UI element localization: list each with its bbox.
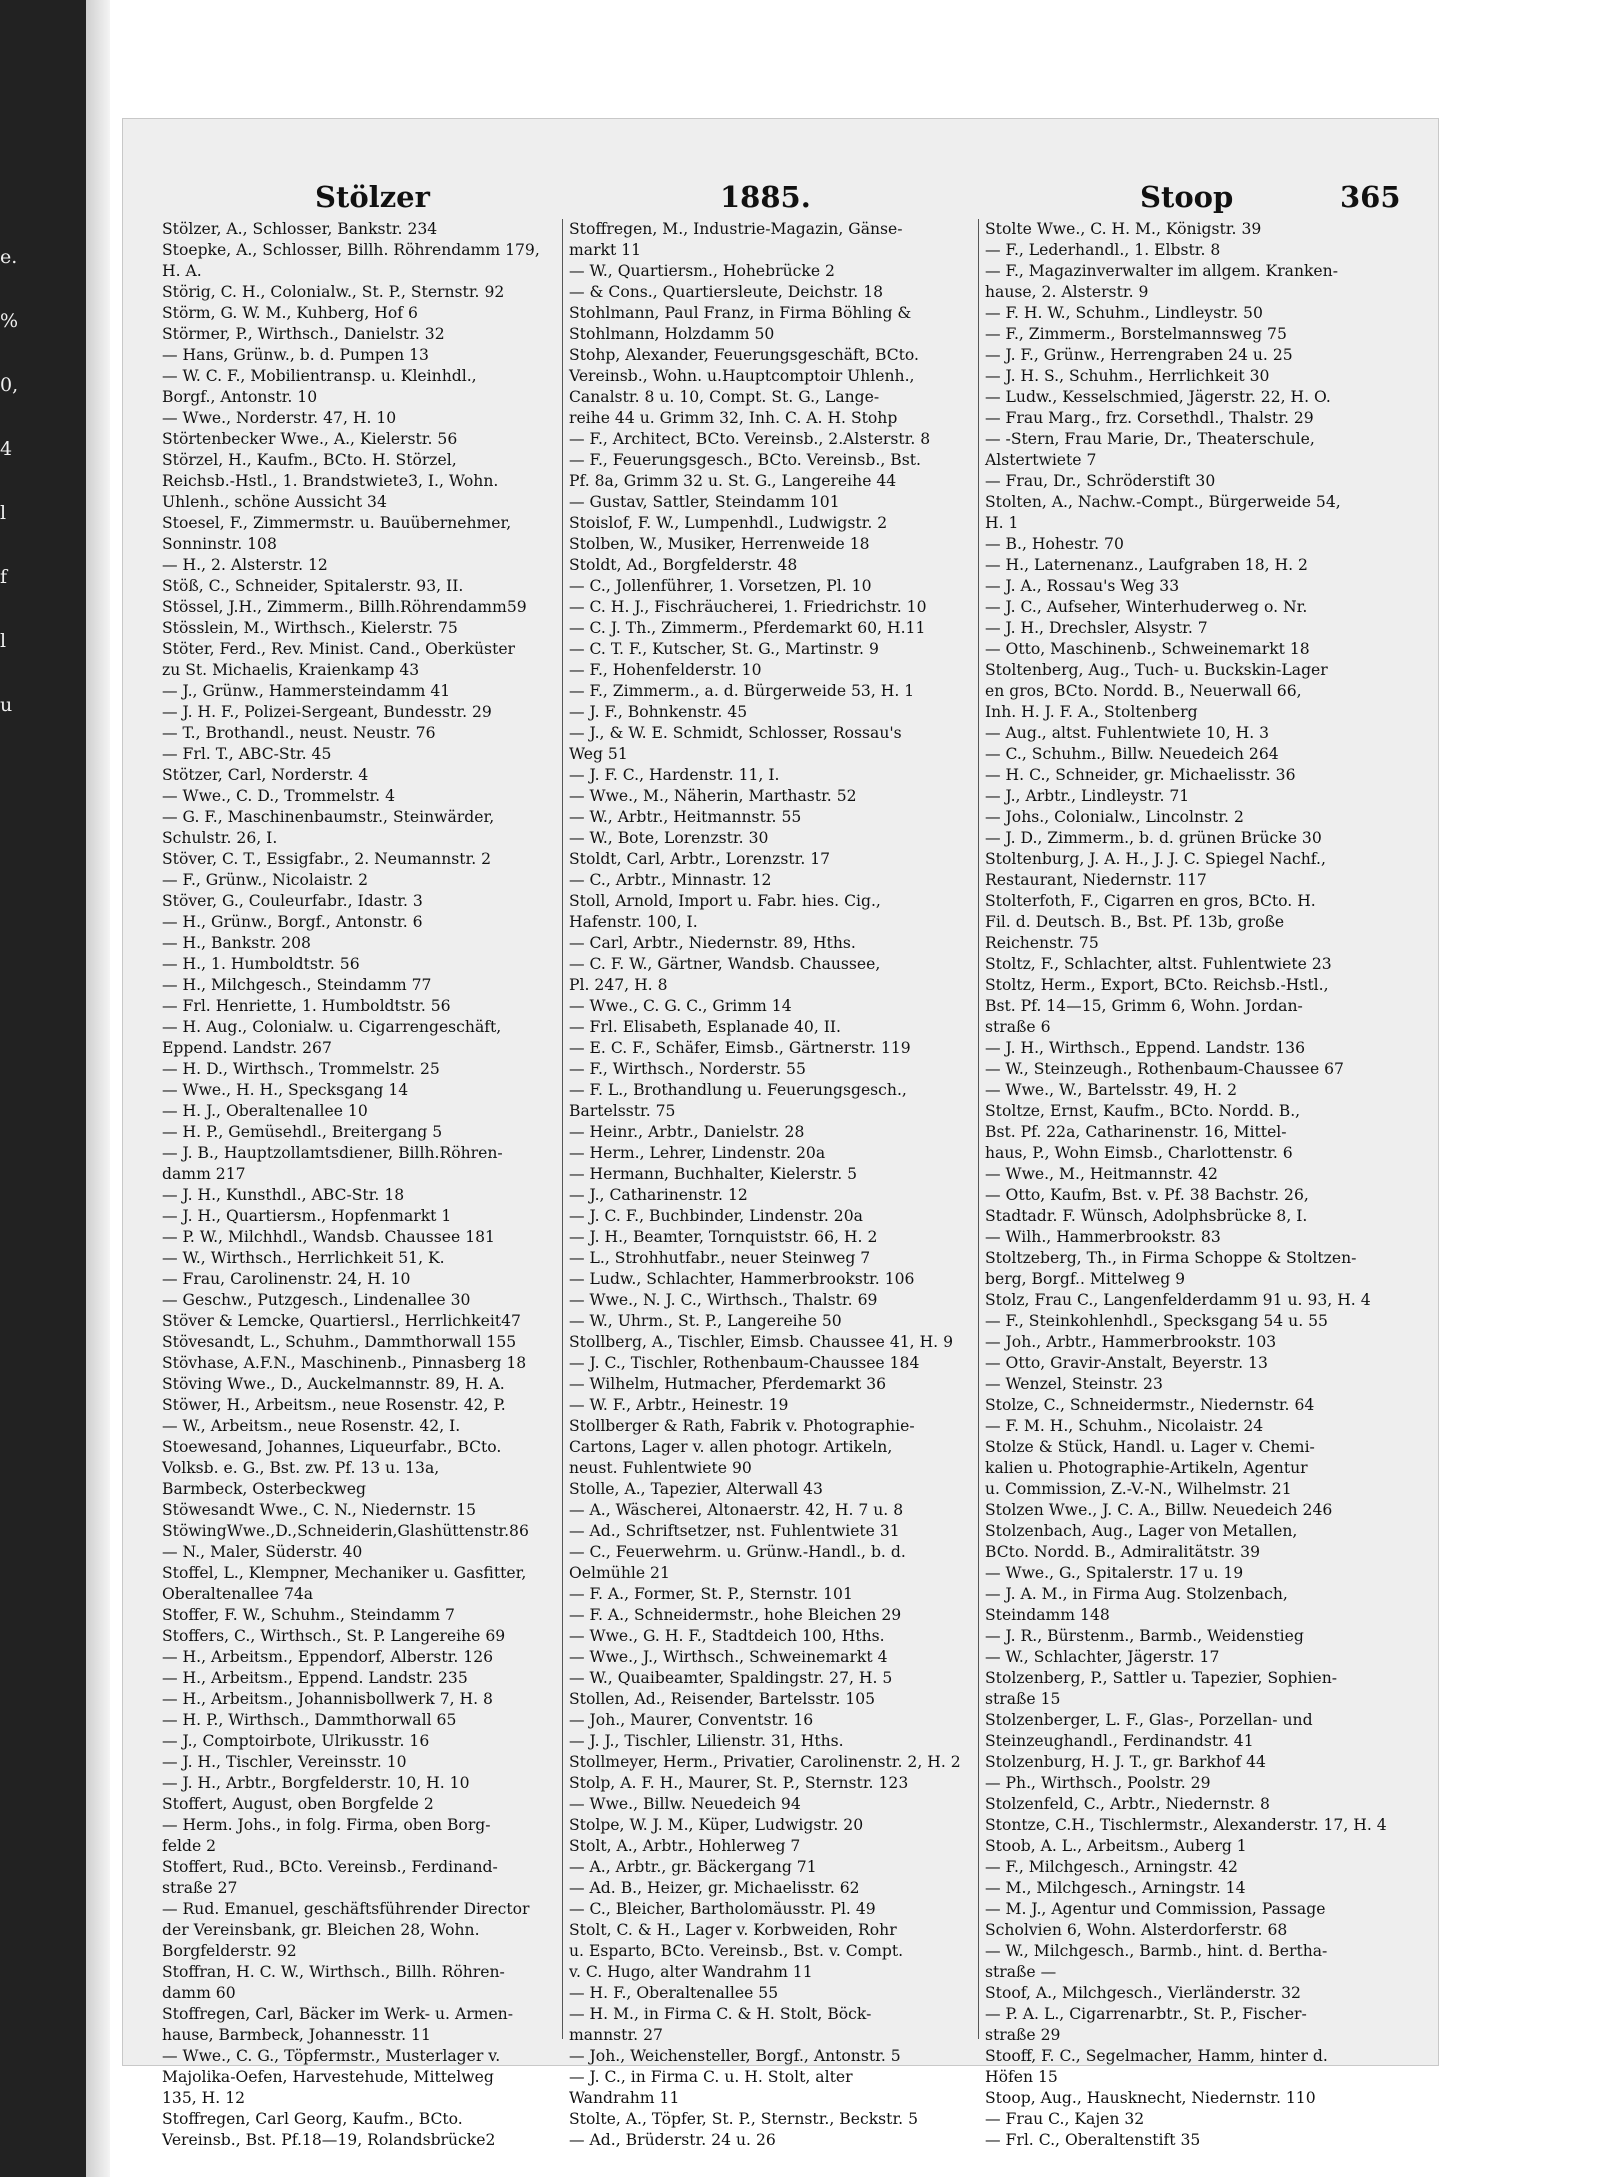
directory-entry-line: Stoltze, Ernst, Kaufm., BCto. Nordd. B., — [985, 1102, 1301, 1120]
directory-entry-line: — J. A., Rossau's Weg 33 — [985, 577, 1180, 595]
directory-entry-line: Stoffer, F. W., Schuhm., Steindamm 7 — [162, 1606, 455, 1624]
directory-entry-line: — F., Grünw., Nicolaistr. 2 — [162, 871, 369, 889]
directory-entry-line: — Otto, Kaufm, Bst. v. Pf. 38 Bachstr. 26, — [985, 1186, 1309, 1204]
directory-entry-line: Vereinsb., Bst. Pf.18—19, Rolandsbrücke2 — [162, 2131, 496, 2149]
directory-entry-line: — J. H., Arbtr., Borgfelderstr. 10, H. 10 — [162, 1774, 470, 1792]
header-left-guideword: Stölzer — [315, 180, 430, 214]
directory-entry-line: — J. H., Drechsler, Alsystr. 7 — [985, 619, 1208, 637]
directory-entry-line: — W., Quartiersm., Hohebrücke 2 — [569, 262, 835, 280]
directory-entry-line: Stolzenberger, L. F., Glas-, Porzellan- und — [985, 1711, 1313, 1729]
directory-entry-line: BCto. Nordd. B., Admiralitätstr. 39 — [985, 1543, 1261, 1561]
directory-entry-line: — J., Arbtr., Lindleystr. 71 — [985, 787, 1190, 805]
directory-entry-line: — A., Wäscherei, Altonaerstr. 42, H. 7 u. 8 — [569, 1501, 904, 1519]
directory-entry-line: — Wwe., M., Heitmannstr. 42 — [985, 1165, 1218, 1183]
directory-entry-line: — Frl. C., Oberaltenstift 35 — [985, 2131, 1201, 2149]
directory-entry-line: Stöver, G., Couleurfabr., Idastr. 3 — [162, 892, 423, 910]
directory-entry-line: Oberaltenallee 74a — [162, 1585, 314, 1603]
spine-fragment: 4 — [0, 438, 13, 460]
directory-entry-line: — J. H. F., Polizei-Sergeant, Bundesstr. 29 — [162, 703, 492, 721]
header-year: 1885. — [720, 180, 811, 214]
directory-entry-line: — Wwe., G. H. F., Stadtdeich 100, Hths. — [569, 1627, 885, 1645]
directory-entry-line: — Wwe., J., Wirthsch., Schweinemarkt 4 — [569, 1648, 888, 1666]
directory-entry-line: Stössel, J.H., Zimmerm., Billh.Röhrendamm59 — [162, 598, 527, 616]
directory-entry-line: Hafenstr. 100, I. — [569, 913, 698, 931]
directory-entry-line: Stollberg, A., Tischler, Eimsb. Chaussee 41, H. 9 — [569, 1333, 954, 1351]
directory-entry-line: Stohp, Alexander, Feuerungsgeschäft, BCto. — [569, 346, 919, 364]
directory-entry-line: Störig, C. H., Colonialw., St. P., Sternstr. 92 — [162, 283, 505, 301]
directory-entry-line: — W., Bote, Lorenzstr. 30 — [569, 829, 769, 847]
directory-entry-line: Stoltz, Herm., Export, BCto. Reichsb.-Hstl., — [985, 976, 1329, 994]
directory-entry-line: — H., Grünw., Borgf., Antonstr. 6 — [162, 913, 423, 931]
directory-entry-line: — Aug., altst. Fuhlentwiete 10, H. 3 — [985, 724, 1270, 742]
directory-entry-line: — J. A. M., in Firma Aug. Stolzenbach, — [985, 1585, 1288, 1603]
directory-entry-line: Canalstr. 8 u. 10, Compt. St. G., Lange- — [569, 388, 880, 406]
directory-entry-line: Stohlmann, Holzdamm 50 — [569, 325, 775, 343]
directory-entry-line: — J. H., Tischler, Vereinsstr. 10 — [162, 1753, 407, 1771]
directory-entry-line: 135, H. 12 — [162, 2089, 246, 2107]
spine-fragment: u — [0, 694, 13, 716]
directory-entry-line: — H. P., Wirthsch., Dammthorwall 65 — [162, 1711, 457, 1729]
directory-entry-line: — H., Bankstr. 208 — [162, 934, 311, 952]
directory-entry-line: — Otto, Maschinenb., Schweinemarkt 18 — [985, 640, 1310, 658]
directory-entry-line: Alstertwiete 7 — [985, 451, 1097, 469]
directory-entry-line: Stolten, A., Nachw.-Compt., Bürgerweide 54, — [985, 493, 1341, 511]
directory-entry-line: Stoewesand, Johannes, Liqueurfabr., BCto. — [162, 1438, 502, 1456]
directory-entry-line: — Ludw., Kesselschmied, Jägerstr. 22, H. O. — [985, 388, 1331, 406]
directory-entry-line: — J. C., in Firma C. u. H. Stolt, alter — [569, 2068, 853, 2086]
directory-entry-line: Stösslein, M., Wirthsch., Kielerstr. 75 — [162, 619, 458, 637]
directory-entry-line: — W., Uhrm., St. P., Langereihe 50 — [569, 1312, 842, 1330]
directory-entry-line: — J. J., Tischler, Lilienstr. 31, Hths. — [569, 1732, 844, 1750]
directory-entry-line: — T., Brothandl., neust. Neustr. 76 — [162, 724, 436, 742]
directory-entry-line: — Hermann, Buchhalter, Kielerstr. 5 — [569, 1165, 858, 1183]
directory-entry-line: — J., & W. E. Schmidt, Schlosser, Rossau's — [569, 724, 902, 742]
directory-entry-line: Stolt, C. & H., Lager v. Korbweiden, Rohr — [569, 1921, 897, 1939]
directory-entry-line: Stötzer, Carl, Norderstr. 4 — [162, 766, 369, 784]
directory-entry-line: — Wenzel, Steinstr. 23 — [985, 1375, 1163, 1393]
directory-entry-line: Stöwesandt Wwe., C. N., Niedernstr. 15 — [162, 1501, 477, 1519]
directory-entry-line: reihe 44 u. Grimm 32, Inh. C. A. H. Stohp — [569, 409, 898, 427]
directory-entry-line: — C., Feuerwehrm. u. Grünw.-Handl., b. d. — [569, 1543, 906, 1561]
directory-entry-line: Höfen 15 — [985, 2068, 1058, 2086]
directory-entry-line: — H. F., Oberaltenallee 55 — [569, 1984, 779, 2002]
directory-entry-line: Stoffregen, Carl Georg, Kaufm., BCto. — [162, 2110, 463, 2128]
directory-entry-line: — -Stern, Frau Marie, Dr., Theaterschule, — [985, 430, 1315, 448]
directory-entry-line: — Frl. Henriette, 1. Humboldtstr. 56 — [162, 997, 451, 1015]
directory-entry-line: u. Commission, Z.-V.-N., Wilhelmstr. 21 — [985, 1480, 1292, 1498]
directory-entry-line: en gros, BCto. Nordd. B., Neuerwall 66, — [985, 682, 1302, 700]
directory-entry-line: u. Esparto, BCto. Vereinsb., Bst. v. Compt. — [569, 1942, 904, 1960]
directory-entry-line: — Rud. Emanuel, geschäftsführender Director — [162, 1900, 530, 1918]
directory-entry-line: — Frau Marg., frz. Corsethdl., Thalstr. 29 — [985, 409, 1314, 427]
directory-entry-line: — Frl. Elisabeth, Esplanade 40, II. — [569, 1018, 842, 1036]
spine-fragment: l — [0, 502, 7, 524]
directory-entry-line: Cartons, Lager v. allen photogr. Artikeln, — [569, 1438, 893, 1456]
directory-entry-line: Stoltz, F., Schlachter, altst. Fuhlentwiete 23 — [985, 955, 1332, 973]
directory-entry-line: — Ad., Schriftsetzer, nst. Fuhlentwiete 31 — [569, 1522, 900, 1540]
directory-entry-line: — F. A., Schneidermstr., hohe Bleichen 29 — [569, 1606, 902, 1624]
directory-entry-line: Oelmühle 21 — [569, 1564, 670, 1582]
directory-entry-line: — J. H., Beamter, Tornquiststr. 66, H. 2 — [569, 1228, 878, 1246]
directory-entry-line: — Wwe., Norderstr. 47, H. 10 — [162, 409, 397, 427]
directory-entry-line: Reichenstr. 75 — [985, 934, 1099, 952]
directory-entry-line: Sonninstr. 108 — [162, 535, 277, 553]
spine-text-fragments — [0, 225, 24, 737]
directory-entry-line: Stoffregen, M., Industrie-Magazin, Gänse- — [569, 220, 903, 238]
column-middle — [569, 219, 973, 2149]
directory-entry-line: — J. C., Aufseher, Winterhuderweg o. Nr. — [985, 598, 1308, 616]
directory-entry-line: Stolze & Stück, Handl. u. Lager v. Chemi- — [985, 1438, 1315, 1456]
directory-entry-line: — J. H. S., Schuhm., Herrlichkeit 30 — [985, 367, 1270, 385]
directory-entry-line: Stoffert, Rud., BCto. Vereinsb., Ferdinand- — [162, 1858, 498, 1876]
directory-entry-line: — F., Zimmerm., Borstelmannsweg 75 — [985, 325, 1287, 343]
directory-entry-line: Stolben, W., Musiker, Herrenweide 18 — [569, 535, 870, 553]
directory-entry-line: Stövesandt, L., Schuhm., Dammthorwall 155 — [162, 1333, 517, 1351]
directory-entry-line: straße 15 — [985, 1690, 1061, 1708]
directory-entry-line: Stoffel, L., Klempner, Mechaniker u. Gasfitter, — [162, 1564, 527, 1582]
header-right-guideword: Stoop — [1140, 180, 1234, 214]
directory-entry-line: — M. J., Agentur und Commission, Passage — [985, 1900, 1326, 1918]
directory-entry-line: Uhlenh., schöne Aussicht 34 — [162, 493, 387, 511]
column-divider — [978, 219, 979, 2039]
directory-entry-line: — Wwe., W., Bartelsstr. 49, H. 2 — [985, 1081, 1238, 1099]
directory-entry-line: — Joh., Weichensteller, Borgf., Antonstr. 5 — [569, 2047, 901, 2065]
directory-entry-line: Stoltzeberg, Th., in Firma Schoppe & Stoltzen- — [985, 1249, 1357, 1267]
directory-entry-line: — Frau C., Kajen 32 — [985, 2110, 1145, 2128]
directory-entry-line: — C. J. Th., Zimmerm., Pferdemarkt 60, H.11 — [569, 619, 926, 637]
directory-entry-line: — F. L., Brothandlung u. Feuerungsgesch., — [569, 1081, 907, 1099]
directory-entry-line: — W. F., Arbtr., Heinestr. 19 — [569, 1396, 789, 1414]
directory-entry-line: Stoof, A., Milchgesch., Vierländerstr. 32 — [985, 1984, 1301, 2002]
column-divider — [562, 219, 563, 2039]
directory-entry-line: — F. M. H., Schuhm., Nicolaistr. 24 — [985, 1417, 1264, 1435]
directory-entry-line: Stoffert, August, oben Borgfelde 2 — [162, 1795, 434, 1813]
directory-entry-line: Stoffregen, Carl, Bäcker im Werk- u. Armen- — [162, 2005, 513, 2023]
directory-entry-line: Stolzenfeld, C., Arbtr., Niedernstr. 8 — [985, 1795, 1270, 1813]
directory-entry-line: — Ad. B., Heizer, gr. Michaelisstr. 62 — [569, 1879, 860, 1897]
directory-entry-line: — Ludw., Schlachter, Hammerbrookstr. 106 — [569, 1270, 915, 1288]
page-number: 365 — [1340, 180, 1401, 214]
directory-entry-line: Stolle, A., Tapezier, Alterwall 43 — [569, 1480, 823, 1498]
directory-entry-line: — L., Strohhutfabr., neuer Steinweg 7 — [569, 1249, 871, 1267]
directory-entry-line: — C. T. F., Kutscher, St. G., Martinstr. 9 — [569, 640, 879, 658]
directory-entry-line: — H., Arbeitsm., Eppendorf, Alberstr. 126 — [162, 1648, 494, 1666]
directory-entry-line: straße 27 — [162, 1879, 238, 1897]
directory-entry-line: Weg 51 — [569, 745, 628, 763]
directory-entry-line: Restaurant, Niedernstr. 117 — [985, 871, 1207, 889]
directory-entry-line: Störmer, P., Wirthsch., Danielstr. 32 — [162, 325, 445, 343]
directory-entry-line: — J. B., Hauptzollamtsdiener, Billh.Röhren- — [162, 1144, 503, 1162]
directory-entry-line: — P. W., Milchhdl., Wandsb. Chaussee 181 — [162, 1228, 495, 1246]
directory-entry-line: Störzel, H., Kaufm., BCto. H. Störzel, — [162, 451, 457, 469]
directory-entry-line: Stolpe, W. J. M., Küper, Ludwigstr. 20 — [569, 1816, 864, 1834]
directory-entry-line: Stollmeyer, Herm., Privatier, Carolinenstr. 2, H. 2 — [569, 1753, 961, 1771]
directory-entry-line: der Vereinsbank, gr. Bleichen 28, Wohn. — [162, 1921, 480, 1939]
directory-entry-line: Stoffers, C., Wirthsch., St. P. Langereihe 69 — [162, 1627, 506, 1645]
directory-entry-line: Stooff, F. C., Segelmacher, Hamm, hinter d. — [985, 2047, 1328, 2065]
directory-entry-line: Stolzenberg, P., Sattler u. Tapezier, Sophien- — [985, 1669, 1338, 1687]
directory-entry-line: Stolzenburg, H. J. T., gr. Barkhof 44 — [985, 1753, 1266, 1771]
directory-entry-line: Fil. d. Deutsch. B., Bst. Pf. 13b, große — [985, 913, 1285, 931]
directory-entry-line: — J. F., Grünw., Herrengraben 24 u. 25 — [985, 346, 1293, 364]
directory-entry-line: Stoldt, Carl, Arbtr., Lorenzstr. 17 — [569, 850, 831, 868]
directory-entry-line: — H. C., Schneider, gr. Michaelisstr. 36 — [985, 766, 1296, 784]
directory-entry-line: — W., Milchgesch., Barmb., hint. d. Bertha- — [985, 1942, 1328, 1960]
directory-entry-line: felde 2 — [162, 1837, 217, 1855]
directory-entry-line: — F., Steinkohlenhdl., Specksgang 54 u. 55 — [985, 1312, 1328, 1330]
directory-entry-line: — Heinr., Arbtr., Danielstr. 28 — [569, 1123, 805, 1141]
directory-entry-line: straße — — [985, 1963, 1057, 1981]
directory-entry-line: — Wwe., M., Näherin, Marthastr. 52 — [569, 787, 857, 805]
directory-entry-line: Barmbeck, Osterbeckweg — [162, 1480, 366, 1498]
directory-entry-line: — F., Feuerungsgesch., BCto. Vereinsb., Bst. — [569, 451, 921, 469]
directory-entry-line: Stöver, C. T., Essigfabr., 2. Neumannstr. 2 — [162, 850, 492, 868]
directory-entry-line: Borgf., Antonstr. 10 — [162, 388, 318, 406]
directory-entry-line: — Wilhelm, Hutmacher, Pferdemarkt 36 — [569, 1375, 887, 1393]
directory-entry-line: — F., Wirthsch., Norderstr. 55 — [569, 1060, 806, 1078]
directory-entry-line: straße 29 — [985, 2026, 1061, 2044]
directory-entry-line: — Wwe., C. G. C., Grimm 14 — [569, 997, 792, 1015]
directory-entry-line: damm 60 — [162, 1984, 236, 2002]
directory-entry-line: — J., Grünw., Hammersteindamm 41 — [162, 682, 451, 700]
directory-entry-line: — F. H. W., Schuhm., Lindleystr. 50 — [985, 304, 1263, 322]
directory-entry-line: — F., Magazinverwalter im allgem. Kranken- — [985, 262, 1338, 280]
directory-entry-line: Stölzer, A., Schlosser, Bankstr. 234 — [162, 220, 438, 238]
directory-entry-line: — H. M., in Firma C. & H. Stolt, Böck- — [569, 2005, 872, 2023]
directory-entry-line: Stoffran, H. C. W., Wirthsch., Billh. Röhren- — [162, 1963, 505, 1981]
directory-entry-line: — H., Laternenanz., Laufgraben 18, H. 2 — [985, 556, 1308, 574]
directory-entry-line: — H., Arbeitsm., Eppend. Landstr. 235 — [162, 1669, 468, 1687]
directory-entry-line: — M., Milchgesch., Arningstr. 14 — [985, 1879, 1246, 1897]
directory-entry-line: Stollen, Ad., Reisender, Bartelsstr. 105 — [569, 1690, 876, 1708]
directory-entry-line: Pf. 8a, Grimm 32 u. St. G., Langereihe 44 — [569, 472, 897, 490]
directory-entry-line: — J., Catharinenstr. 12 — [569, 1186, 748, 1204]
directory-entry-line: — W., Schlachter, Jägerstr. 17 — [985, 1648, 1220, 1666]
directory-entry-line: — C., Schuhm., Billw. Neuedeich 264 — [985, 745, 1279, 763]
directory-entry-line: — H. P., Gemüsehdl., Breitergang 5 — [162, 1123, 443, 1141]
directory-entry-line: Stolt, A., Arbtr., Hohlerweg 7 — [569, 1837, 801, 1855]
directory-entry-line: — H. J., Oberaltenallee 10 — [162, 1102, 368, 1120]
directory-entry-line: — H. Aug., Colonialw. u. Cigarrengeschäft, — [162, 1018, 502, 1036]
directory-entry-line: Stollberger & Rath, Fabrik v. Photographie- — [569, 1417, 915, 1435]
spine-shadow — [86, 0, 110, 2177]
directory-entry-line: Bartelsstr. 75 — [569, 1102, 676, 1120]
directory-entry-line: — H., Arbeitsm., Johannisbollwerk 7, H. 8 — [162, 1690, 493, 1708]
spine-fragment: l — [0, 630, 7, 652]
directory-entry-line: — H., 2. Alsterstr. 12 — [162, 556, 328, 574]
directory-entry-line: Reichsb.-Hstl., 1. Brandstwiete3, I., Wohn. — [162, 472, 499, 490]
directory-entry-line: — W., Arbeitsm., neue Rosenstr. 42, I. — [162, 1417, 461, 1435]
column-left — [162, 219, 557, 2149]
directory-entry-line: Schulstr. 26, I. — [162, 829, 278, 847]
directory-entry-line: — & Cons., Quartiersleute, Deichstr. 18 — [569, 283, 884, 301]
directory-entry-line: mannstr. 27 — [569, 2026, 663, 2044]
directory-entry-line: Bst. Pf. 14—15, Grimm 6, Wohn. Jordan- — [985, 997, 1303, 1015]
directory-entry-line: — Geschw., Putzgesch., Lindenallee 30 — [162, 1291, 471, 1309]
directory-entry-line: Steinzeughandl., Ferdinandstr. 41 — [985, 1732, 1254, 1750]
spine-fragment: e. — [0, 246, 18, 268]
column-right — [985, 219, 1397, 2149]
directory-entry-line: Störm, G. W. M., Kuhberg, Hof 6 — [162, 304, 418, 322]
directory-entry-line: v. C. Hugo, alter Wandrahm 11 — [569, 1963, 813, 1981]
directory-entry-line: — Wwe., H. H., Specksgang 14 — [162, 1081, 409, 1099]
directory-entry-line: — H., Milchgesch., Steindamm 77 — [162, 976, 432, 994]
spine-fragment: f — [0, 566, 8, 588]
directory-entry-line: Stöving Wwe., D., Auckelmannstr. 89, H. A. — [162, 1375, 505, 1393]
spine-fragment: % — [0, 310, 19, 332]
directory-entry-line: Wandrahm 11 — [569, 2089, 680, 2107]
directory-entry-line: Stolp, A. F. H., Maurer, St. P., Sternstr. 123 — [569, 1774, 909, 1792]
directory-entry-line: — Wwe., C. G., Töpfermstr., Musterlager v. — [162, 2047, 501, 2065]
directory-entry-line: — Frl. T., ABC-Str. 45 — [162, 745, 332, 763]
directory-entry-line: — J., Comptoirbote, Ulrikusstr. 16 — [162, 1732, 430, 1750]
directory-entry-line: Störtenbecker Wwe., A., Kielerstr. 56 — [162, 430, 458, 448]
directory-entry-line: — Joh., Arbtr., Hammerbrookstr. 103 — [985, 1333, 1277, 1351]
directory-entry-line: — Wwe., G., Spitalerstr. 17 u. 19 — [985, 1564, 1244, 1582]
directory-entry-line: — F. A., Former, St. P., Sternstr. 101 — [569, 1585, 853, 1603]
directory-entry-line: — C. H. J., Fischräucherei, 1. Friedrichstr. 10 — [569, 598, 927, 616]
directory-entry-line: — W., Wirthsch., Herrlichkeit 51, K. — [162, 1249, 445, 1267]
directory-entry-line: haus, P., Wohn Eimsb., Charlottenstr. 6 — [985, 1144, 1293, 1162]
directory-entry-line: — Herm. Johs., in folg. Firma, oben Borg- — [162, 1816, 491, 1834]
directory-entry-line: Stoop, Aug., Hausknecht, Niedernstr. 110 — [985, 2089, 1316, 2107]
directory-entry-line: — J. C., Tischler, Rothenbaum-Chaussee 184 — [569, 1354, 920, 1372]
directory-entry-line: Stoll, Arnold, Import u. Fabr. hies. Cig., — [569, 892, 881, 910]
directory-entry-line: — P. A. L., Cigarrenarbtr., St. P., Fischer- — [985, 2005, 1307, 2023]
directory-entry-line: Stoob, A. L., Arbeitsm., Auberg 1 — [985, 1837, 1247, 1855]
directory-entry-line: Stöver & Lemcke, Quartiersl., Herrlichkeit47 — [162, 1312, 521, 1330]
directory-entry-line: — Ad., Brüderstr. 24 u. 26 — [569, 2131, 776, 2149]
directory-entry-line: — A., Arbtr., gr. Bäckergang 71 — [569, 1858, 817, 1876]
directory-entry-line: Stolte, A., Töpfer, St. P., Sternstr., Beckstr. 5 — [569, 2110, 919, 2128]
directory-entry-line: H. A. — [162, 262, 202, 280]
directory-entry-line: — Frau, Carolinenstr. 24, H. 10 — [162, 1270, 411, 1288]
directory-entry-line: — W., Arbtr., Heitmannstr. 55 — [569, 808, 802, 826]
directory-entry-line: Inh. H. J. F. A., Stoltenberg — [985, 703, 1198, 721]
directory-entry-line: Stoepke, A., Schlosser, Billh. Röhrendamm 179, — [162, 241, 540, 259]
directory-entry-line: — Ph., Wirthsch., Poolstr. 29 — [985, 1774, 1211, 1792]
directory-entry-line: — Johs., Colonialw., Lincolnstr. 2 — [985, 808, 1244, 826]
directory-entry-line: Stadtadr. F. Wünsch, Adolphsbrücke 8, I. — [985, 1207, 1308, 1225]
directory-entry-line: — Wwe., C. D., Trommelstr. 4 — [162, 787, 396, 805]
directory-entry-line: Steindamm 148 — [985, 1606, 1110, 1624]
directory-entry-line: — J. F., Bohnkenstr. 45 — [569, 703, 748, 721]
directory-entry-line: Scholvien 6, Wohn. Alsterdorferstr. 68 — [985, 1921, 1288, 1939]
directory-entry-line: Stoltenberg, Aug., Tuch- u. Buckskin-Lager — [985, 661, 1328, 679]
directory-entry-line: — J. H., Quartiersm., Hopfenmarkt 1 — [162, 1207, 452, 1225]
directory-entry-line: neust. Fuhlentwiete 90 — [569, 1459, 752, 1477]
directory-entry-line: Stöter, Ferd., Rev. Minist. Cand., Oberküster — [162, 640, 516, 658]
directory-entry-line: Bst. Pf. 22a, Catharinenstr. 16, Mittel- — [985, 1123, 1287, 1141]
directory-entry-line: — J. H., Wirthsch., Eppend. Landstr. 136 — [985, 1039, 1306, 1057]
directory-entry-line: — F., Architect, BCto. Vereinsb., 2.Alsterstr. 8 — [569, 430, 931, 448]
directory-entry-line: Stolte Wwe., C. H. M., Königstr. 39 — [985, 220, 1262, 238]
directory-entry-line: — Otto, Gravir-Anstalt, Beyerstr. 13 — [985, 1354, 1268, 1372]
directory-entry-line: Stoesel, F., Zimmermstr. u. Bauübernehmer, — [162, 514, 512, 532]
directory-entry-line: — C., Jollenführer, 1. Vorsetzen, Pl. 10 — [569, 577, 872, 595]
directory-entry-line: Stoltenburg, J. A. H., J. J. C. Spiegel Nachf., — [985, 850, 1326, 868]
directory-entry-line: Volksb. e. G., Bst. zw. Pf. 13 u. 13a, — [162, 1459, 440, 1477]
directory-entry-line: Stolze, C., Schneidermstr., Niedernstr. 64 — [985, 1396, 1315, 1414]
directory-entry-line: Majolika-Oefen, Harvestehude, Mittelweg — [162, 2068, 494, 2086]
directory-entry-line: — H. D., Wirthsch., Trommelstr. 25 — [162, 1060, 440, 1078]
directory-entry-line: — F., Hohenfelderstr. 10 — [569, 661, 762, 679]
directory-entry-line: — J. C. F., Buchbinder, Lindenstr. 20a — [569, 1207, 863, 1225]
directory-entry-line: zu St. Michaelis, Kraienkamp 43 — [162, 661, 420, 679]
directory-entry-line: — Wilh., Hammerbrookstr. 83 — [985, 1228, 1221, 1246]
directory-entry-line: H. 1 — [985, 514, 1019, 532]
page-header — [200, 180, 1401, 216]
directory-entry-line: Stolzen Wwe., J. C. A., Billw. Neuedeich 246 — [985, 1501, 1333, 1519]
directory-entry-line: — Carl, Arbtr., Niedernstr. 89, Hths. — [569, 934, 856, 952]
directory-entry-line: hause, Barmbeck, Johannesstr. 11 — [162, 2026, 431, 2044]
directory-entry-line: straße 6 — [985, 1018, 1051, 1036]
directory-entry-line: Stoislof, F. W., Lumpenhdl., Ludwigstr. 2 — [569, 514, 888, 532]
directory-entry-line: Borgfelderstr. 92 — [162, 1942, 297, 1960]
directory-entry-line: Stöwer, H., Arbeitsm., neue Rosenstr. 42, P. — [162, 1396, 506, 1414]
directory-entry-line: StöwingWwe.,D.,Schneiderin,Glashüttenstr.86 — [162, 1522, 529, 1540]
directory-entry-line: — F., Milchgesch., Arningstr. 42 — [985, 1858, 1238, 1876]
directory-entry-line: Stolz, Frau C., Langenfelderdamm 91 u. 93, H. 4 — [985, 1291, 1371, 1309]
directory-entry-line: — N., Maler, Süderstr. 40 — [162, 1543, 363, 1561]
directory-entry-line: — B., Hohestr. 70 — [985, 535, 1124, 553]
directory-entry-line: — J. F. C., Hardenstr. 11, I. — [569, 766, 780, 784]
directory-entry-line: — W. C. F., Mobilientransp. u. Kleinhdl., — [162, 367, 477, 385]
directory-entry-line: Pl. 247, H. 8 — [569, 976, 668, 994]
directory-entry-line: — J. R., Bürstenm., Barmb., Weidenstieg — [985, 1627, 1304, 1645]
directory-entry-line: Stontze, C.H., Tischlermstr., Alexanderstr. 17, H. 4 — [985, 1816, 1387, 1834]
directory-entry-line: — F., Lederhandl., 1. Elbstr. 8 — [985, 241, 1221, 259]
directory-entry-line: Eppend. Landstr. 267 — [162, 1039, 332, 1057]
directory-entry-line: — Wwe., N. J. C., Wirthsch., Thalstr. 69 — [569, 1291, 878, 1309]
directory-entry-line: — Frau, Dr., Schröderstift 30 — [985, 472, 1216, 490]
directory-entry-line: — C. F. W., Gärtner, Wandsb. Chaussee, — [569, 955, 881, 973]
directory-entry-line: — Hans, Grünw., b. d. Pumpen 13 — [162, 346, 429, 364]
directory-entry-line: — Wwe., Billw. Neuedeich 94 — [569, 1795, 801, 1813]
directory-entry-line: — W., Steinzeugh., Rothenbaum-Chaussee 67 — [985, 1060, 1344, 1078]
directory-entry-line: Stövhase, A.F.N., Maschinenb., Pinnasberg 18 — [162, 1354, 527, 1372]
directory-entry-line: Stöß, C., Schneider, Spitalerstr. 93, II. — [162, 577, 464, 595]
directory-entry-line: berg, Borgf.. Mittelweg 9 — [985, 1270, 1186, 1288]
directory-entry-line: — Herm., Lehrer, Lindenstr. 20a — [569, 1144, 826, 1162]
directory-entry-line: — J. H., Kunsthdl., ABC-Str. 18 — [162, 1186, 405, 1204]
directory-entry-line: kalien u. Photographie-Artikeln, Agentur — [985, 1459, 1308, 1477]
directory-entry-line: markt 11 — [569, 241, 642, 259]
directory-entry-line: Stolterfoth, F., Cigarren en gros, BCto. H. — [985, 892, 1316, 910]
directory-entry-line: — Joh., Maurer, Conventstr. 16 — [569, 1711, 814, 1729]
directory-entry-line: — C., Arbtr., Minnastr. 12 — [569, 871, 772, 889]
directory-entry-line: — F., Zimmerm., a. d. Bürgerweide 53, H. 1 — [569, 682, 915, 700]
directory-entry-line: — C., Bleicher, Bartholomäusstr. Pl. 49 — [569, 1900, 876, 1918]
directory-entry-line: hause, 2. Alsterstr. 9 — [985, 283, 1149, 301]
directory-entry-line: Stolzenbach, Aug., Lager von Metallen, — [985, 1522, 1298, 1540]
directory-entry-line: — E. C. F., Schäfer, Eimsb., Gärtnerstr. 119 — [569, 1039, 911, 1057]
directory-entry-line: damm 217 — [162, 1165, 246, 1183]
directory-entry-line: — Gustav, Sattler, Steindamm 101 — [569, 493, 840, 511]
directory-entry-line: — J. D., Zimmerm., b. d. grünen Brücke 30 — [985, 829, 1322, 847]
directory-entry-line: — W., Quaibeamter, Spaldingstr. 27, H. 5 — [569, 1669, 893, 1687]
directory-entry-line: Stohlmann, Paul Franz, in Firma Böhling & — [569, 304, 912, 322]
spine-fragment: 0, — [0, 374, 19, 396]
directory-entry-line: Stoldt, Ad., Borgfelderstr. 48 — [569, 556, 798, 574]
directory-entry-line: Vereinsb., Wohn. u.Hauptcomptoir Uhlenh., — [569, 367, 915, 385]
directory-entry-line: — H., 1. Humboldtstr. 56 — [162, 955, 360, 973]
directory-entry-line: — G. F., Maschinenbaumstr., Steinwärder, — [162, 808, 495, 826]
